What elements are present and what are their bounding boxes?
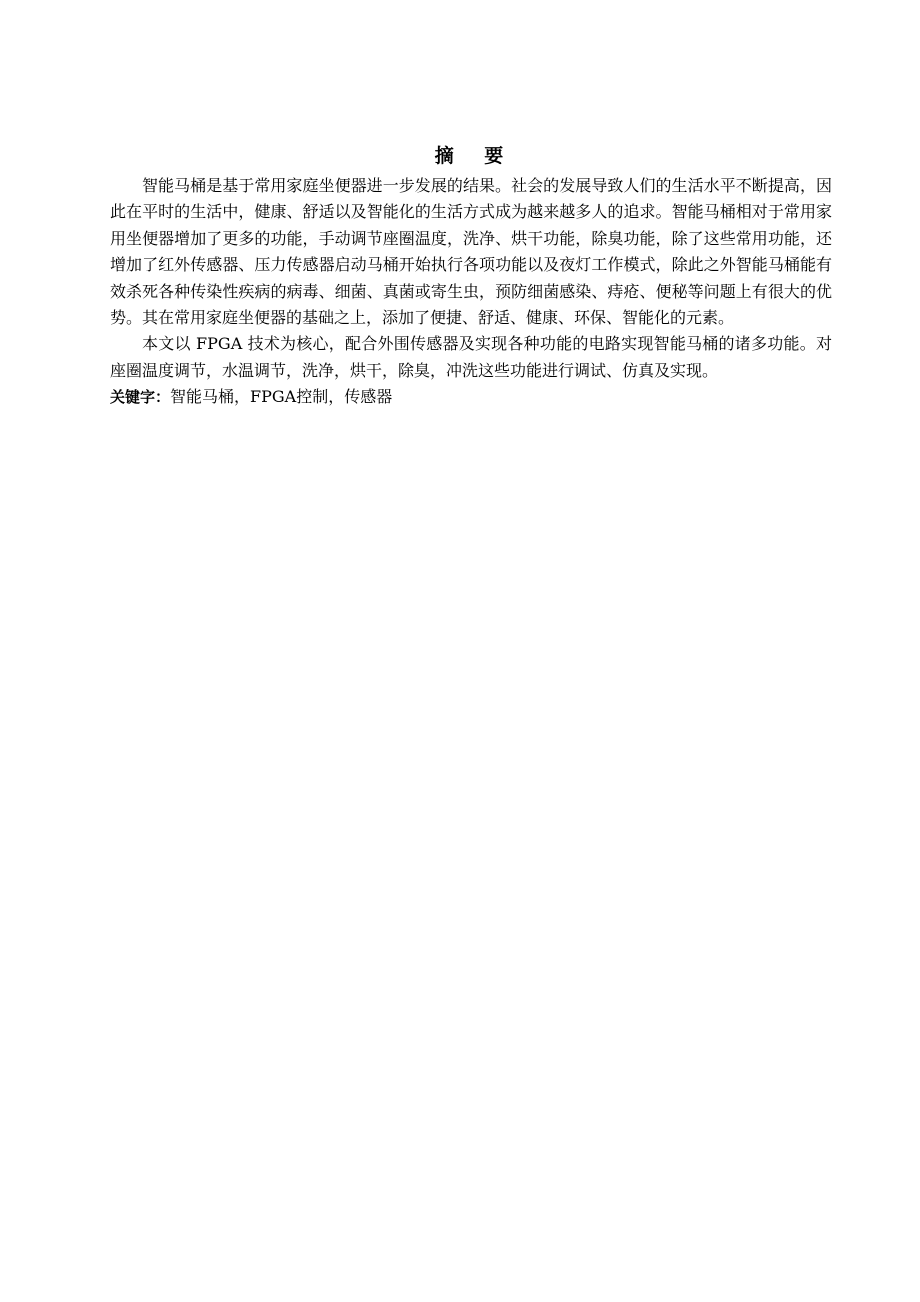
abstract-paragraph-1: 智能马桶是基于常用家庭坐便器进一步发展的结果。社会的发展导致人们的生活水平不断提高，因此在平时的生活中，健康、舒适以及智能化的生活方式成为越来越多人的追求。智能马桶相对于常用家用坐便器增加了更多的功能，手动调节座圈温度，洗净、烘干功能，除臭功能，除了这些常用功能，还增加了红外传感器、压力传感器启动马桶开始执行各项功能以及夜灯工作模式，除此之外智能马桶能有效杀死各种传染性疾病的病毒、细菌、真菌或寄生虫，预防细菌感染、痔疮、便秘等问题上有很大的优势。其在常用家庭坐便器的基础之上，添加了便捷、舒适、健康、环保、智能化的元素。 xyxy=(110,176,832,328)
keywords-line xyxy=(110,384,832,410)
keywords-label: 关键字： xyxy=(110,388,171,407)
keywords-text: 智能马桶，FPGA控制，传感器 xyxy=(170,387,393,407)
abstract-title: 摘 要 xyxy=(434,145,516,167)
abstract-section xyxy=(110,142,832,411)
abstract-paragraph-2: 本文以 FPGA 技术为核心，配合外围传感器及实现各种功能的电路实现智能马桶的诸多功能。对座圈温度调节，水温调节，洗净，烘干，除臭，冲洗这些功能进行调试、仿真及实现。 xyxy=(110,334,832,380)
